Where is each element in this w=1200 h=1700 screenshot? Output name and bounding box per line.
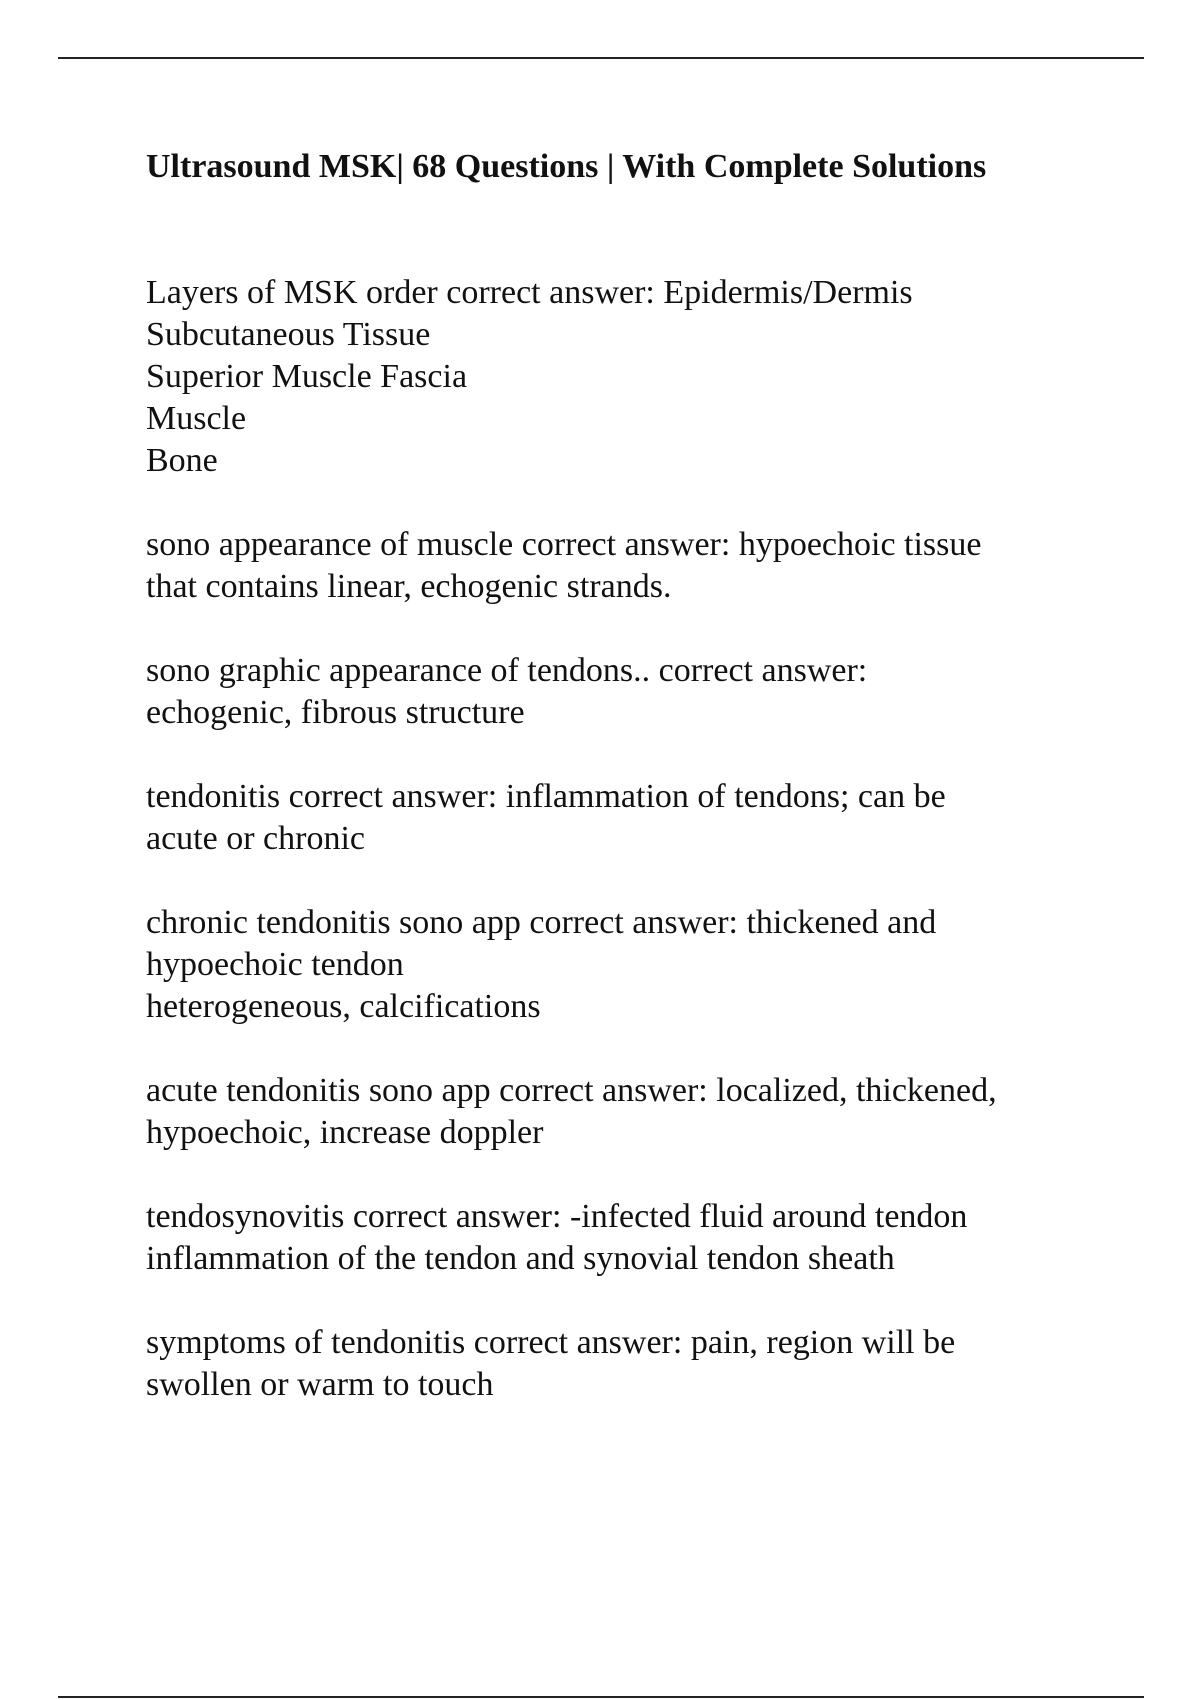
qa-entry-muscle-appearance: [146, 524, 1086, 608]
qa-line: Bone: [146, 442, 218, 479]
qa-line: sono appearance of muscle correct answer: hypoechoic tissue: [146, 526, 982, 563]
qa-line: tendosynovitis correct answer: -infected fluid around tendon: [146, 1198, 968, 1235]
qa-line: hypoechoic, increase doppler: [146, 1114, 544, 1151]
qa-entry-acute-tendonitis: [146, 1070, 1086, 1154]
qa-line: swollen or warm to touch: [146, 1366, 494, 1403]
qa-line: heterogeneous, calcifications: [146, 988, 541, 1025]
qa-line: hypoechoic tendon: [146, 946, 404, 983]
qa-line: Subcutaneous Tissue: [146, 316, 431, 353]
qa-entry-msk-layers: [146, 272, 1086, 482]
footer-rule: [58, 1696, 1144, 1698]
qa-line: Superior Muscle Fascia: [146, 358, 468, 395]
qa-entry-chronic-tendonitis: [146, 902, 1086, 1028]
qa-line: sono graphic appearance of tendons.. correct answer:: [146, 652, 868, 689]
qa-line: Layers of MSK order correct answer: Epidermis/Dermis: [146, 274, 913, 311]
qa-entry-tendonitis-symptoms: [146, 1322, 1086, 1406]
qa-line: tendonitis correct answer: inflammation of tendons; can be: [146, 778, 946, 815]
qa-entry-tendosynovitis: [146, 1196, 1086, 1280]
qa-line: acute or chronic: [146, 820, 365, 857]
qa-line: inflammation of the tendon and synovial tendon sheath: [146, 1240, 895, 1277]
document-body: [146, 146, 1086, 1448]
qa-line: echogenic, fibrous structure: [146, 694, 525, 731]
qa-line: that contains linear, echogenic strands.: [146, 568, 672, 605]
qa-line: Muscle: [146, 400, 247, 437]
header-rule: [58, 57, 1144, 59]
qa-entry-tendonitis: [146, 776, 1086, 860]
qa-line: acute tendonitis sono app correct answer: localized, thickened,: [146, 1072, 997, 1109]
qa-line: symptoms of tendonitis correct answer: pain, region will be: [146, 1324, 956, 1361]
qa-entry-tendon-appearance: [146, 650, 1086, 734]
qa-line: chronic tendonitis sono app correct answer: thickened and: [146, 904, 937, 941]
document-title: Ultrasound MSK| 68 Questions | With Complete Solutions: [146, 148, 987, 185]
